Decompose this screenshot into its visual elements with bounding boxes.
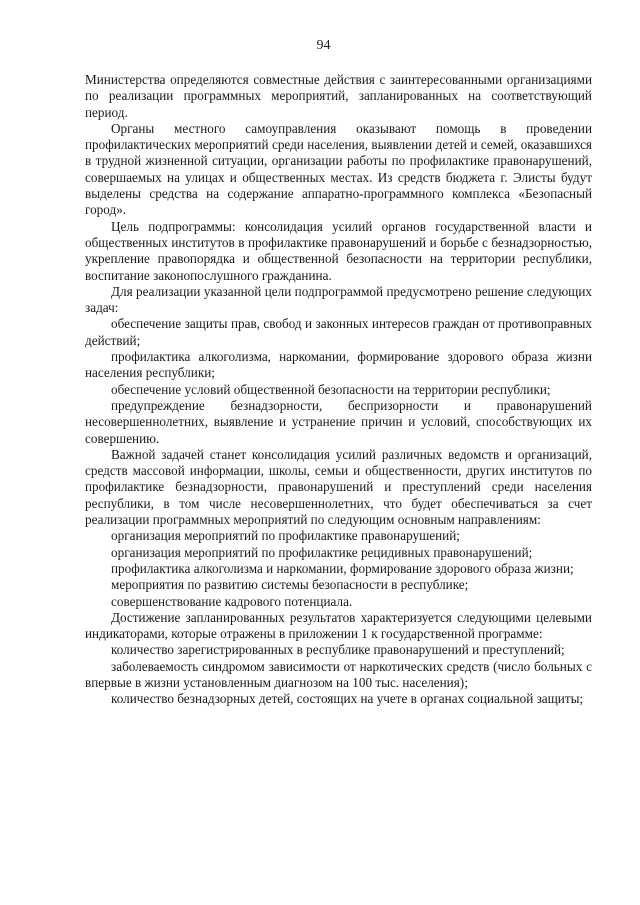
list-item-task-public-safety: обеспечение условий общественной безопасности на территории республики;	[111, 381, 551, 397]
list-item-indicator-neglected-children: количество безнадзорных детей, состоящих на учете в органах социальной защиты;	[111, 691, 584, 707]
list-item-task-rights: обеспечение защиты прав, свобод и законных интересов граждан от противоправных действий;	[85, 316, 592, 348]
list-item-task-neglect-prevention: предупреждение безнадзорности, беспризорности и правонарушений несовершеннолетних, выявление и устранение причин и условий, способствующих их совершению.	[85, 397, 592, 446]
list-item-direction-personnel: совершенствование кадрового потенциала.	[111, 593, 353, 609]
list-item-task-alcoholism: профилактика алкоголизма, наркомании, формирование здорового образа жизни населения республики;	[85, 349, 592, 381]
list-item-direction-healthy-lifestyle: профилактика алкоголизма и наркомании, формирование здорового образа жизни;	[111, 560, 574, 576]
paragraph-tasks-intro: Для реализации указанной цели подпрограммой предусмотрено решение следующих задач:	[85, 283, 592, 316]
document-body	[85, 72, 592, 708]
list-item-indicator-drug-dependence: заболеваемость синдромом зависимости от наркотических средств (число больных с впервые в жизни установленным диагнозом на 100 тыс. населения);	[85, 658, 592, 690]
paragraph-consolidation-task: Важной задачей станет консолидация усилий различных ведомств и организаций, средств массовой информации, школы, семьи и общественности, других институтов по профилактике безнадзорности, правонарушений и преступлений среди населения республики, в том числе несовершеннолетних, что будет обеспечиваться за счет реализации программных мероприятий по следующим основным направлениям:	[85, 446, 592, 528]
paragraph-target-indicators: Достижение запланированных результатов характеризуется следующими целевыми индикаторами, которые отражены в приложении 1 к государственной программе:	[85, 609, 592, 642]
page-number: 94	[316, 38, 331, 53]
list-item-direction-offenses: организация мероприятий по профилактике правонарушений;	[111, 528, 460, 544]
list-item-indicator-offenses: количество зарегистрированных в республике правонарушений и преступлений;	[111, 642, 565, 658]
paragraph-ministry-actions: Министерства определяются совместные действия с заинтересованными организациями по реализации программных мероприятий, запланированных на соответствующий период.	[85, 72, 592, 120]
list-item-direction-security-system: мероприятия по развитию системы безопасности в республике;	[111, 577, 469, 593]
paragraph-local-government: Органы местного самоуправления оказывают помощь в проведении профилактических мероприятий среди населения, выявлении детей и семей, оказавшихся в трудной жизненной ситуации, организации работы по профилактике правонарушений, совершаемых на улицах и общественных местах. Из средств бюджета г. Элисты будут выделены средства на содержание аппаратно-программного комплекса «Безопасный город».	[85, 120, 592, 218]
list-item-direction-recidivism: организация мероприятий по профилактике рецидивных правонарушений;	[111, 544, 533, 560]
paragraph-subprogram-goal: Цель подпрограммы: консолидация усилий органов государственной власти и общественных институтов в профилактике правонарушений и борьбе с безнадзорностью, укрепление правопорядка и общественной безопасности на территории республики, воспитание законопослушного гражданина.	[85, 218, 592, 283]
